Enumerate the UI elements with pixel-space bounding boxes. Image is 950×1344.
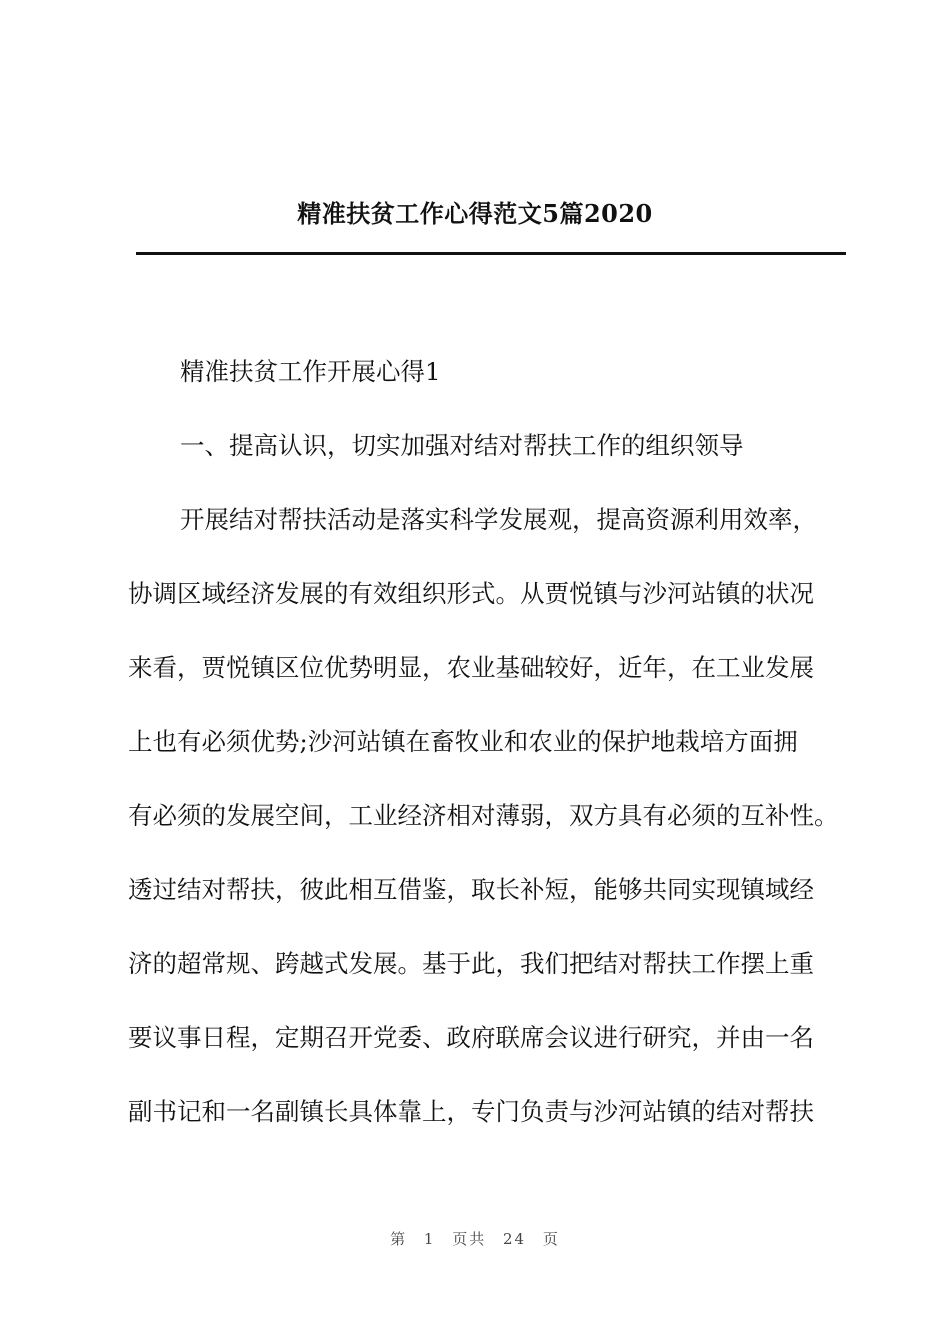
- body-line: 来看，贾悦镇区位优势明显，农业基础较好，近年，在工业发展: [128, 653, 814, 682]
- body-line: 协调区域经济发展的有效组织形式。从贾悦镇与沙河站镇的状况: [128, 579, 814, 608]
- section-heading: 精准扶贫工作开展心得1: [180, 357, 441, 386]
- document-title: 精准扶贫工作心得范文5篇2020: [297, 199, 653, 228]
- page-footer: 第 1 页共 24 页: [390, 1230, 560, 1248]
- body-line: 副书记和一名副镇长具体靠上，专门负责与沙河站镇的结对帮扶: [128, 1097, 814, 1126]
- body-line: 开展结对帮扶活动是落实科学发展观，提高资源利用效率，: [180, 505, 817, 534]
- body-line: 上也有必须优势;沙河站镇在畜牧业和农业的保护地栽培方面拥: [128, 727, 798, 756]
- body-line: 透过结对帮扶，彼此相互借鉴，取长补短，能够共同实现镇域经: [128, 875, 814, 904]
- title-underline-rule: [136, 252, 846, 255]
- body-line: 要议事日程，定期召开党委、政府联席会议进行研究，并由一名: [128, 1023, 814, 1052]
- body-line: 有必须的发展空间，工业经济相对薄弱，双方具有必须的互补性。: [128, 801, 839, 830]
- subheading: 一、提高认识，切实加强对结对帮扶工作的组织领导: [180, 431, 744, 460]
- body-line: 济的超常规、跨越式发展。基于此，我们把结对帮扶工作摆上重: [128, 949, 814, 978]
